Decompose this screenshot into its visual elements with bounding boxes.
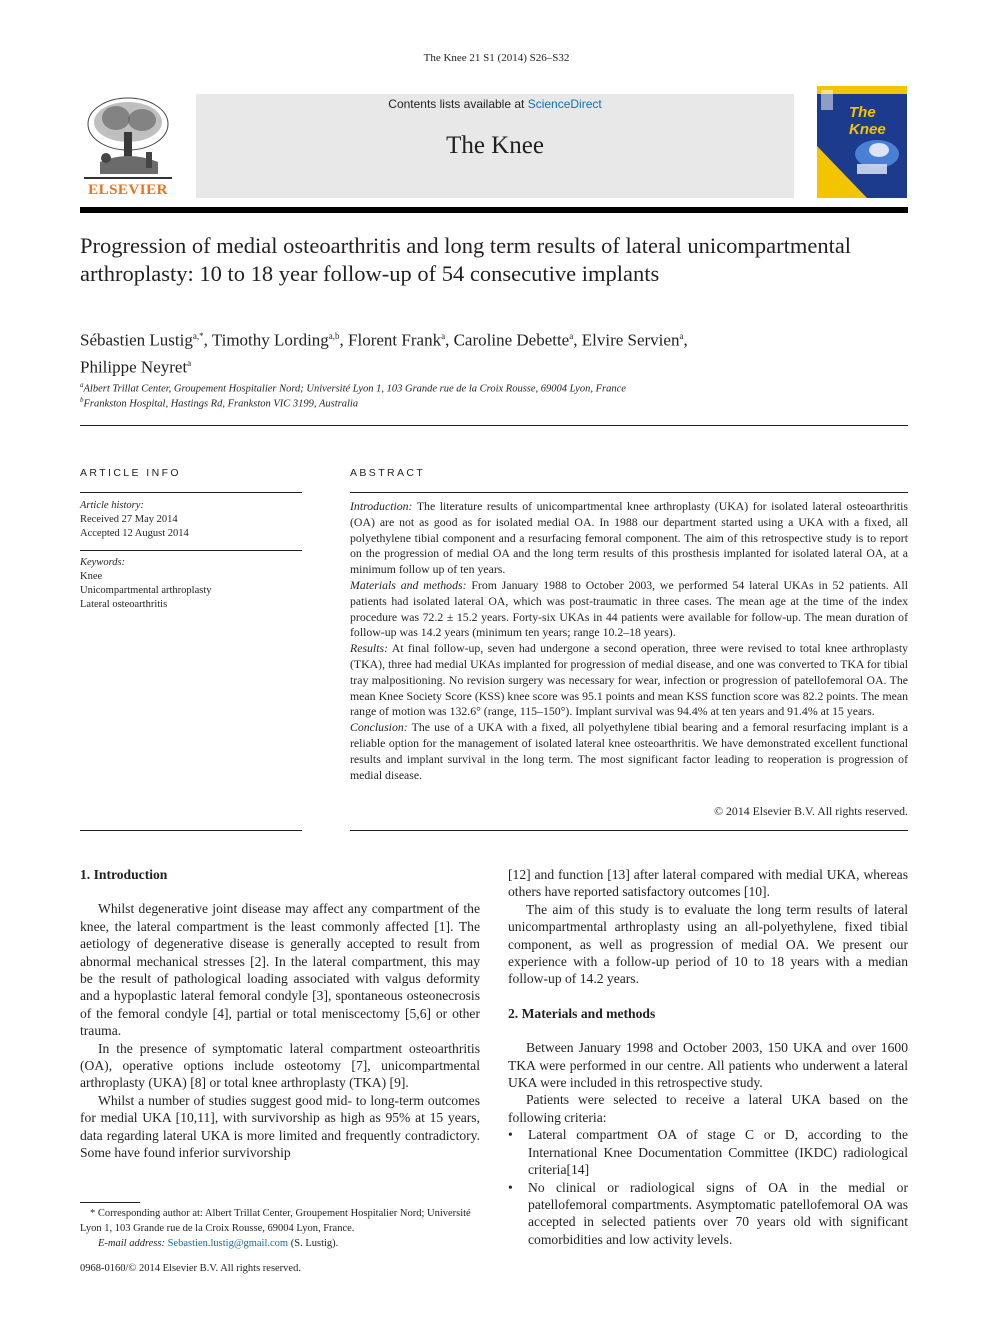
received-date: Received 27 May 2014: [80, 514, 178, 525]
affiliation-divider: [80, 425, 908, 426]
author-line-1: [80, 325, 880, 352]
corresponding-author-note: [80, 1206, 480, 1236]
journal-cover-image: [817, 86, 907, 198]
bullet-icon: •: [508, 1127, 513, 1143]
abstract-results-label: Results:: [350, 641, 389, 656]
article-info-heading: ARTICLE INFO: [80, 467, 181, 479]
abstract-bottom-rule: [350, 830, 908, 831]
journal-citation: The Knee 21 S1 (2014) S26–S32: [423, 52, 570, 64]
intro-paragraph-2: In the presence of symptomatic lateral compartment osteoarthritis (OA), operative options include osteotomy [7], unicompartmental arthroplasty (UKA) [8] or total knee arthroplasty (TKA) [9].: [80, 1040, 480, 1091]
abstract-conclusion: [350, 720, 908, 783]
author-name: Sébastien Lustig: [80, 330, 193, 350]
author-separator: ,: [339, 330, 349, 350]
criteria-bullet-1: [508, 1126, 908, 1178]
history-rule: [80, 550, 302, 551]
cover-title: The Knee: [849, 104, 886, 138]
affiliation-text: Frankston Hospital, Hastings Rd, Frankston VIC 3199, Australia: [83, 398, 359, 410]
bullet-text: No clinical or radiological signs of OA in the medial or patellofemoral compartments. Asymptomatic patellofemoral OA was accepted in selected patients over 70 years old with significant comorbidities and low activity levels.: [528, 1179, 908, 1247]
abstract-results: [350, 641, 908, 720]
abstract-text: [350, 499, 908, 783]
footnote-marker: *: [90, 1208, 96, 1219]
contents-prefix: Contents lists available at: [388, 97, 528, 111]
affiliation-marker: a: [80, 381, 84, 389]
article-title: Progression of medial osteoarthritis and long term results of lateral unicompartmental arthroplasty: 10 to 18 year follow-up of 54 consecutive implants: [80, 233, 852, 286]
section-heading-introduction: 1. Introduction: [80, 867, 168, 882]
author-separator: ,: [445, 330, 454, 350]
tree-icon: [80, 92, 176, 182]
keywords-label: Keywords:: [80, 557, 126, 568]
abstract-copyright: © 2014 Elsevier B.V. All rights reserved.: [714, 804, 908, 818]
affiliation-b: [80, 396, 358, 410]
journal-banner: [196, 94, 794, 198]
cover-art: [817, 86, 907, 198]
sciencedirect-link[interactable]: ScienceDirect: [527, 97, 602, 111]
abstract-methods-text: From January 1988 to October 2003, we performed 54 lateral UKAs in 52 patients. All patients had isolated lateral OA, which was post-traumatic in three cases. The mean age at the time of the index procedure was 72.2 ± 15.2 years. Forty-six UKAs in 44 patients were available for follow-up. The mean duration of follow-up was 14.2 years (minimum ten years; range 10.2–18 years).: [350, 577, 908, 640]
aim-paragraph: The aim of this study is to evaluate the long term results of lateral unicompartmental arthroplasty using an all-polyethylene, fixed tibial component, as well as progression of medial OA. We present our experience with a follow-up period of 10 to 18 years with a median follow-up of 14.2 years.: [508, 901, 908, 987]
author-name: Philippe Neyret: [80, 357, 188, 377]
author-affiliation-marker: a,b: [328, 331, 340, 341]
author-affiliation-marker: a: [569, 331, 574, 341]
criteria-bullet-2: [508, 1179, 908, 1249]
author-name: Elvire Servien: [581, 330, 680, 350]
accepted-date: Accepted 12 August 2014: [80, 528, 189, 539]
author-separator: ,: [573, 330, 582, 350]
author-name: Caroline Debette: [453, 330, 570, 350]
section-heading-methods: 2. Materials and methods: [508, 1005, 656, 1021]
header-divider: [80, 207, 908, 213]
keyword: Unicompartmental arthroplasty: [80, 585, 212, 596]
methods-paragraph-1: Between January 1998 and October 2003, 150 UKA and over 1600 TKA were performed in our centre. All patients who underwent a lateral UKA were included in this retrospective study.: [508, 1040, 908, 1091]
author-name: Timothy Lording: [211, 330, 329, 350]
elsevier-wordmark: ELSEVIER: [88, 182, 168, 198]
journal-name: The Knee: [446, 132, 544, 159]
intro-paragraph-1: Whilst degenerative joint disease may affect any compartment of the knee, the lateral compartment is the least commonly affected [1]. The aetiology of degenerative disease is generally accepted to result from abnormal mechanical stresses [2]. In the lateral compartment, this may be the result of pathological loading associated with valgus deformity and a hypoplastic lateral femoral condyle [3], spontaneous osteonecrosis of the femoral condyle [4], partial or total meniscectomy [5,6] or other trauma.: [80, 901, 480, 1039]
email-label: E-mail address:: [98, 1238, 168, 1249]
affiliation-marker: b: [80, 396, 84, 404]
abstract-rule: [350, 492, 908, 493]
abstract-conclusion-label: Conclusion:: [350, 720, 408, 735]
author-separator: ,: [203, 330, 212, 350]
author-list: [80, 325, 880, 378]
abstract-intro-text: The literature results of unicompartmental knee arthroplasty (UKA) for isolated lateral osteoarthritis (OA) are not as good as for isolated medial OA. In 1988 our department started using a UKA with a fixed, all polyethylene tibial component and a resurfacing femoral component. The aim of this retrospective study is to report on the progression of medial OA and the long term results of this prosthesis implanted for isolated lateral OA, at a minimum follow up of ten years.: [350, 499, 908, 577]
email-suffix: (S. Lustig).: [288, 1238, 339, 1249]
affiliation-text: Albert Trillat Center, Groupement Hospitalier Nord; Université Lyon 1, 103 Grande rue de la Croix Rousse, 69004 Lyon, France: [83, 383, 626, 395]
abstract-methods: [350, 578, 908, 641]
email-link[interactable]: Sebastien.lustig@gmail.com: [167, 1238, 289, 1249]
history-label: Article history:: [80, 500, 144, 511]
elsevier-logo: [80, 92, 176, 200]
author-name: Florent Frank: [348, 330, 442, 350]
contents-line: [196, 97, 794, 111]
abstract-heading: ABSTRACT: [350, 467, 426, 479]
intro-paragraph-3: Whilst a number of studies suggest good mid- to long-term outcomes for medial UKA [10,11], with survivorship as high as 95% at 15 years, data regarding lateral UKA is more limited and frequently contradictory. Some have found inferior survivorship: [80, 1092, 480, 1161]
footnote-rule: [80, 1202, 140, 1203]
bullet-text: Lateral compartment OA of stage C or D, according to the International Knee Documentation Committee (IKDC) radiological criteria[14]: [528, 1127, 908, 1178]
author-affiliation-marker: a: [441, 331, 446, 341]
corresponding-author-footnote: [80, 1206, 480, 1251]
author-separator: ,: [683, 330, 688, 350]
body-left-column: [80, 866, 480, 1162]
abstract-conclusion-text: The use of a UKA with a fixed, all polyethylene tibial bearing and a femoral resurfacing implant is a reliable option for the management of isolated lateral knee osteoarthritis. We have demonstrated excellent functional results and implant survival in the long term. The most significant factor leading to reoperation is progression of medial disease.: [350, 720, 908, 782]
article-info-bottom-rule: [80, 830, 302, 831]
article-info-rule: [80, 492, 302, 493]
methods-paragraph-2: Patients were selected to receive a lateral UKA based on the following criteria:: [508, 1092, 908, 1125]
bullet-icon: •: [508, 1179, 513, 1195]
email-line: [80, 1236, 480, 1251]
issn-copyright: 0968-0160/© 2014 Elsevier B.V. All rights reserved.: [80, 1263, 301, 1274]
author-affiliation-marker: a,*: [192, 331, 204, 341]
keywords-block: [80, 556, 302, 612]
article-history: [80, 499, 302, 541]
abstract-methods-label: Materials and methods:: [350, 577, 467, 592]
abstract-results-text: At final follow-up, seven had undergone a second operation, three were revised to total knee arthroplasty (TKA), three had medial UKAs implanted for progression of medial disease, and one was converted to TKA for tibial tray malpositioning. No revision surgery was necessary for wear, infection or progression of patellofemoral OA. The mean Knee Society Score (KSS) knee score was 95.1 points and mean KSS function score was 82.2 points. The mean range of motion was 132.6° (range, 115–150°). Implant survival was 94.4% at ten years and 91.4% at 15 years.: [350, 641, 908, 719]
right-paragraph-continued: [12] and function [13] after lateral compared with medial UKA, whereas others have reported satisfactory outcomes [10].: [508, 867, 908, 900]
body-right-column: [508, 866, 908, 1248]
corresponding-text: Corresponding author at: Albert Trillat Center, Groupement Hospitalier Nord; Université Lyon 1, 103 Grande rue de la Croix Rousse, 69004 Lyon, France.: [80, 1208, 471, 1234]
abstract-introduction: [350, 499, 908, 578]
keyword: Knee: [80, 571, 103, 582]
author-affiliation-marker: a: [679, 331, 684, 341]
abstract-intro-label: Introduction:: [350, 499, 413, 513]
author-line-2: [80, 352, 880, 379]
keyword: Lateral osteoarthritis: [80, 599, 168, 610]
author-affiliation-marker: a: [187, 357, 192, 368]
affiliation-a: [80, 381, 626, 395]
